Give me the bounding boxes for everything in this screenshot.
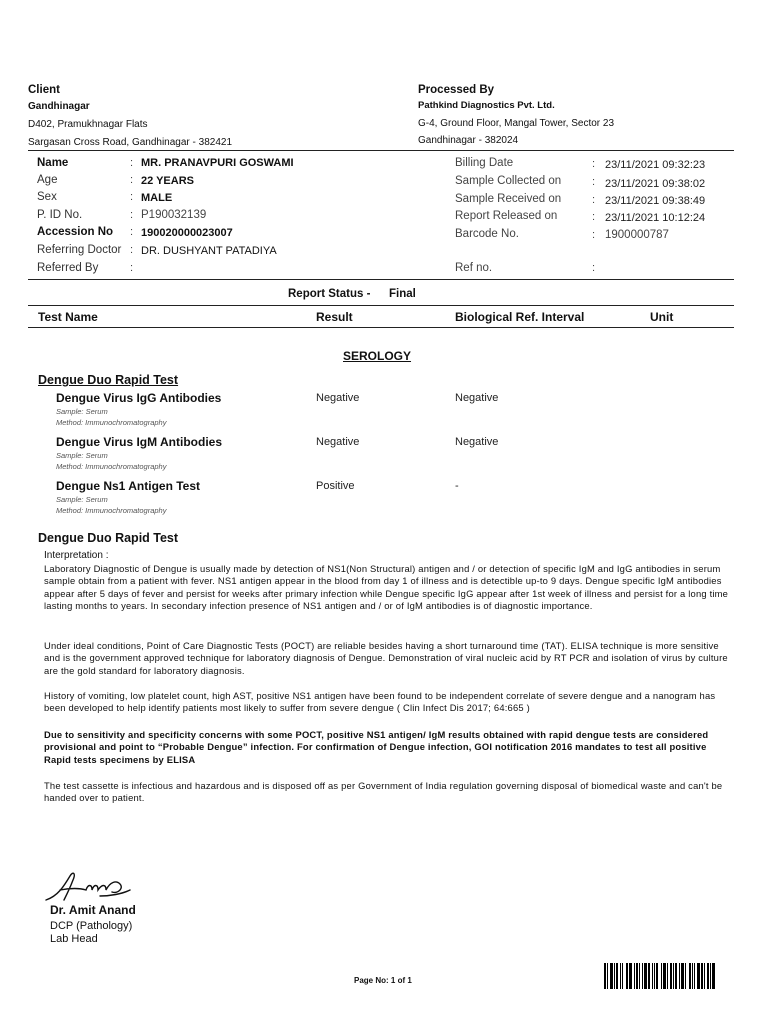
col-ref-interval: Biological Ref. Interval	[455, 310, 585, 324]
sex-label: Sex	[37, 191, 57, 203]
test-name: Dengue Virus IgG Antibodies	[56, 391, 222, 405]
barcode-label: Barcode No.	[455, 228, 519, 240]
colon: :	[130, 157, 134, 169]
colon: :	[592, 158, 596, 170]
interpretation-paragraph-4: Due to sensitivity and specificity concerns with some POCT, positive NS1 antigen/ IgM results obtained with rapid dengue tests are considered provisional and point to “Probable Dengue” infection. For confirmation of Dengue infection, GOI notification 2016 mandates to test all positive Rapid tests specimens by ELISA	[44, 729, 709, 765]
col-unit: Unit	[650, 310, 674, 324]
colon: :	[130, 191, 134, 203]
test-ref-interval: -	[455, 480, 459, 492]
name-label: Name	[37, 157, 69, 169]
test-name: Dengue Ns1 Antigen Test	[56, 479, 201, 493]
patient-divider	[28, 279, 734, 280]
accession-number: 190020000023007	[141, 227, 233, 239]
pid-label: P. ID No.	[37, 209, 83, 221]
referring-doctor: DR. DUSHYANT PATADIYA	[141, 245, 277, 257]
interpretation-paragraph-5: The test cassette is infectious and hazardous and is disposed off as per Government of India regulation governing disposal of biomedical waste and can't be handed over to patient.	[44, 780, 723, 804]
client-line-1: Gandhinagar	[28, 101, 90, 112]
colon: :	[592, 229, 596, 241]
interpretation-paragraph-3: History of vomiting, low platelet count, high AST, positive NS1 antigen have been found to be independent correlate of severe dengue and a nanogram has been developed to help identify patients most likely to suffer from severe dengue ( Clin Infect Dis 2017; 64:665 )	[44, 690, 716, 714]
col-test-name: Test Name	[38, 310, 98, 324]
colon: :	[130, 174, 134, 186]
colon: :	[130, 244, 134, 256]
client-line-3: Sargasan Cross Road, Gandhinagar - 382421	[28, 137, 233, 148]
report-status-label: Report Status -	[288, 288, 371, 300]
interpretation-paragraph-2: Under ideal conditions, Point of Care Diagnostic Tests (POCT) are reliable besides having a short turnaround time (TAT). ELISA technique is more sensitive and is the government approved technique for laboratory diagnosis of Dengue. Demonstration of viral nucleic acid by RT PCR and isolation of virus by culture are the gold standard for laboratory diagnosis.	[44, 640, 728, 676]
signature-image	[40, 866, 135, 906]
status-divider	[28, 305, 734, 306]
billing-date: 23/11/2021 09:32:23	[605, 159, 706, 171]
processed-by-heading: Processed By	[418, 84, 495, 96]
lab-name: Pathkind Diagnostics Pvt. Ltd.	[418, 100, 555, 111]
colon: :	[130, 209, 134, 221]
test-ref-interval: Negative	[455, 436, 499, 448]
header-divider	[28, 150, 734, 151]
client-line-2: D402, Pramukhnagar Flats	[28, 119, 148, 130]
sample-collected-label: Sample Collected on	[455, 175, 562, 187]
lab-address-line-1: G-4, Ground Floor, Mangal Tower, Sector 23	[418, 118, 615, 129]
section-title: SEROLOGY	[343, 349, 412, 363]
patient-sex: MALE	[141, 192, 173, 204]
interpretation-paragraph-1: Laboratory Diagnostic of Dengue is usually made by detection of NS1(Non Structural) antigen and / or detection of specific IgM and IgG antibodies in serum sample obtain from a patient with fever. NS1 antigen appear in the blood from day 1 of illness and is detectible up-to 9 days. Dengue specific IgM antibodies appear after 5 days of fever and persist for weeks after primary infection while Dengue specific IgG appear after 1st week of illness and persist for a long time lasting months to years. In secondary infection presence of NS1 antigen and / or of IgM antibodies is of diagnostic importance.	[44, 563, 729, 612]
panel-title: Dengue Duo Rapid Test	[38, 373, 179, 387]
ref-no-label: Ref no.	[455, 262, 493, 274]
referred-by-label: Referred By	[37, 262, 99, 274]
test-sample: Sample: Serum	[56, 407, 108, 416]
test-sample: Sample: Serum	[56, 451, 108, 460]
age-label: Age	[37, 174, 58, 186]
page-number: Page No: 1 of 1	[354, 976, 412, 985]
sample-received-date: 23/11/2021 09:38:49	[605, 195, 706, 207]
col-result: Result	[316, 310, 353, 324]
test-result: Negative	[316, 392, 360, 404]
referring-doctor-label: Referring Doctor	[37, 244, 122, 256]
report-released-date: 23/11/2021 10:12:24	[605, 212, 706, 224]
test-name: Dengue Virus IgM Antibodies	[56, 435, 223, 449]
barcode-number: 1900000787	[605, 229, 669, 241]
test-method: Method: Immunochromatography	[56, 418, 167, 427]
colon: :	[592, 194, 596, 206]
sample-collected-date: 23/11/2021 09:38:02	[605, 178, 706, 190]
table-header-divider	[28, 327, 734, 328]
client-heading: Client	[28, 84, 60, 96]
test-result: Positive	[316, 480, 355, 492]
signatory-degree: DCP (Pathology)	[50, 920, 133, 932]
signatory-role: Lab Head	[50, 933, 98, 945]
colon: :	[592, 262, 596, 274]
signatory-name: Dr. Amit Anand	[50, 903, 136, 917]
patient-pid: P190032139	[141, 209, 207, 221]
colon: :	[130, 262, 134, 274]
patient-name: MR. PRANAVPURI GOSWAMI	[141, 157, 294, 169]
test-result: Negative	[316, 436, 360, 448]
billing-date-label: Billing Date	[455, 157, 514, 169]
accession-label: Accession No	[37, 226, 114, 238]
report-released-label: Report Released on	[455, 210, 558, 222]
lab-address-line-2: Gandhinagar - 382024	[418, 135, 519, 146]
test-sample: Sample: Serum	[56, 495, 108, 504]
test-method: Method: Immunochromatography	[56, 462, 167, 471]
interpretation-title: Dengue Duo Rapid Test	[38, 531, 179, 545]
test-method: Method: Immunochromatography	[56, 506, 167, 515]
colon: :	[592, 176, 596, 188]
barcode-image	[604, 963, 750, 989]
test-ref-interval: Negative	[455, 392, 499, 404]
colon: :	[130, 226, 134, 238]
sample-received-label: Sample Received on	[455, 193, 562, 205]
interpretation-label: Interpretation :	[44, 550, 109, 561]
report-status-value: Final	[389, 288, 416, 300]
colon: :	[592, 211, 596, 223]
patient-age: 22 YEARS	[141, 175, 194, 187]
